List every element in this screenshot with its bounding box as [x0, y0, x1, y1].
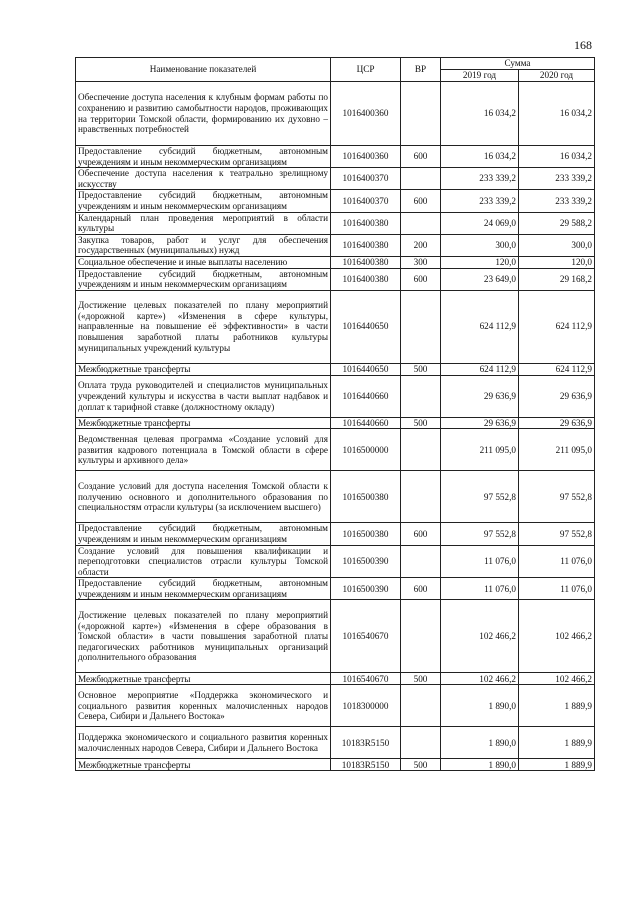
row-csr: 1016440650	[331, 363, 401, 375]
table-row	[76, 190, 595, 212]
header-2020: 2020 год	[519, 70, 595, 82]
row-csr: 1016400380	[331, 234, 401, 256]
header-vr: ВР	[401, 58, 441, 82]
header-csr: ЦСР	[331, 58, 401, 82]
row-value-2020: 300,0	[519, 234, 595, 256]
row-csr: 1016540670	[331, 600, 401, 673]
header-name: Наименование показателей	[76, 58, 331, 82]
row-csr: 1016440650	[331, 290, 401, 363]
row-value-2019: 29 636,9	[441, 417, 519, 429]
row-csr: 1016400360	[331, 82, 401, 146]
row-vr	[401, 429, 441, 471]
row-vr: 200	[401, 234, 441, 256]
row-vr	[401, 545, 441, 578]
header-sum: Сумма	[441, 58, 595, 70]
row-name: Предоставление субсидий бюджетным, автономным учреждениям и иным некоммерческим организациям	[76, 523, 331, 545]
row-vr: 500	[401, 363, 441, 375]
row-value-2019: 211 095,0	[441, 429, 519, 471]
row-vr: 600	[401, 146, 441, 168]
row-value-2020: 11 076,0	[519, 545, 595, 578]
row-vr	[401, 600, 441, 673]
row-vr	[401, 168, 441, 190]
table-row	[76, 375, 595, 417]
table-row	[76, 256, 595, 268]
row-vr	[401, 685, 441, 727]
row-csr: 1016400370	[331, 190, 401, 212]
row-name: Межбюджетные трансферты	[76, 759, 331, 771]
table-row	[76, 727, 595, 759]
row-name: Предоставление субсидий бюджетным, автономным учреждениям и иным некоммерческим организациям	[76, 268, 331, 290]
row-value-2019: 624 112,9	[441, 363, 519, 375]
row-value-2019: 97 552,8	[441, 523, 519, 545]
row-vr: 300	[401, 256, 441, 268]
row-value-2019: 1 890,0	[441, 685, 519, 727]
row-csr: 1016400380	[331, 256, 401, 268]
row-value-2019: 1 890,0	[441, 759, 519, 771]
table-row	[76, 600, 595, 673]
table-row	[76, 168, 595, 190]
row-name: Предоставление субсидий бюджетным, автономным учреждениям и иным некоммерческим организациям	[76, 146, 331, 168]
row-value-2019: 624 112,9	[441, 290, 519, 363]
row-value-2019: 97 552,8	[441, 471, 519, 523]
row-value-2020: 1 889,9	[519, 759, 595, 771]
row-value-2020: 29 168,2	[519, 268, 595, 290]
table-row	[76, 578, 595, 600]
row-csr: 1016440660	[331, 417, 401, 429]
row-vr	[401, 82, 441, 146]
page-number: 168	[574, 38, 592, 52]
row-name: Предоставление субсидий бюджетным, автономным учреждениям и иным некоммерческим организациям	[76, 190, 331, 212]
row-name: Создание условий для повышения квалификации и переподготовки специалистов отрасли культуры Томской области	[76, 545, 331, 578]
row-value-2020: 16 034,2	[519, 146, 595, 168]
table-row	[76, 234, 595, 256]
row-value-2019: 11 076,0	[441, 545, 519, 578]
row-name: Поддержка экономического и социального развития коренных малочисленных народов Севера, Сибири и Дальнего Востока	[76, 727, 331, 759]
row-value-2020: 233 339,2	[519, 168, 595, 190]
table-row	[76, 685, 595, 727]
row-value-2019: 233 339,2	[441, 168, 519, 190]
row-vr: 600	[401, 578, 441, 600]
row-value-2020: 1 889,9	[519, 727, 595, 759]
row-vr: 600	[401, 190, 441, 212]
row-value-2020: 102 466,2	[519, 600, 595, 673]
table-row	[76, 673, 595, 685]
row-value-2019: 29 636,9	[441, 375, 519, 417]
row-csr: 10183R5150	[331, 727, 401, 759]
table-row	[76, 290, 595, 363]
row-value-2020: 1 889,9	[519, 685, 595, 727]
row-csr: 1018300000	[331, 685, 401, 727]
row-name: Закупка товаров, работ и услуг для обеспечения государственных (муниципальных) нужд	[76, 234, 331, 256]
row-value-2019: 102 466,2	[441, 600, 519, 673]
row-csr: 1016500390	[331, 545, 401, 578]
row-vr	[401, 212, 441, 234]
row-value-2020: 97 552,8	[519, 523, 595, 545]
row-vr: 600	[401, 268, 441, 290]
row-name: Обеспечение доступа населения к театрально зрелищному искусству	[76, 168, 331, 190]
row-csr: 1016400360	[331, 146, 401, 168]
table-row	[76, 523, 595, 545]
row-value-2019: 233 339,2	[441, 190, 519, 212]
row-value-2019: 23 649,0	[441, 268, 519, 290]
row-value-2020: 120,0	[519, 256, 595, 268]
row-vr: 500	[401, 759, 441, 771]
row-vr	[401, 727, 441, 759]
row-value-2020: 233 339,2	[519, 190, 595, 212]
row-csr: 1016400380	[331, 212, 401, 234]
table-row	[76, 417, 595, 429]
row-value-2019: 120,0	[441, 256, 519, 268]
row-vr	[401, 471, 441, 523]
row-name: Календарный план проведения мероприятий в области культуры	[76, 212, 331, 234]
row-value-2020: 624 112,9	[519, 363, 595, 375]
row-value-2020: 29 636,9	[519, 375, 595, 417]
table-row	[76, 471, 595, 523]
row-name: Обеспечение доступа населения к клубным формам работы по сохранению и развитию самобытности народов, проживающих на территории Томской области, формированию их духовно – нравственных потребностей	[76, 82, 331, 146]
row-name: Социальное обеспечение и иные выплаты населению	[76, 256, 331, 268]
row-name: Межбюджетные трансферты	[76, 363, 331, 375]
row-value-2019: 16 034,2	[441, 82, 519, 146]
row-vr	[401, 290, 441, 363]
row-value-2020: 29 588,2	[519, 212, 595, 234]
row-value-2020: 97 552,8	[519, 471, 595, 523]
row-value-2019: 16 034,2	[441, 146, 519, 168]
table-row	[76, 429, 595, 471]
table-row	[76, 212, 595, 234]
table-row	[76, 82, 595, 146]
row-value-2019: 11 076,0	[441, 578, 519, 600]
row-csr: 1016500380	[331, 523, 401, 545]
row-value-2020: 211 095,0	[519, 429, 595, 471]
row-csr: 1016500000	[331, 429, 401, 471]
row-vr: 600	[401, 523, 441, 545]
row-value-2020: 16 034,2	[519, 82, 595, 146]
row-name: Предоставление субсидий бюджетным, автономным учреждениям и иным некоммерческим организациям	[76, 578, 331, 600]
row-vr	[401, 375, 441, 417]
row-vr: 500	[401, 673, 441, 685]
row-csr: 1016400370	[331, 168, 401, 190]
row-name: Ведомственная целевая программа «Создание условий для развития кадрового потенциала в Томской области в сфере культуры и архивного дела»	[76, 429, 331, 471]
row-csr: 1016500380	[331, 471, 401, 523]
budget-table	[75, 57, 595, 771]
table-row	[76, 363, 595, 375]
table-row	[76, 146, 595, 168]
row-name: Создание условий для доступа населения Томской области к получению основного и дополнительного образования по специальностям отрасли культуры (за исключением высшего)	[76, 471, 331, 523]
row-name: Межбюджетные трансферты	[76, 417, 331, 429]
row-csr: 1016440660	[331, 375, 401, 417]
row-name: Оплата труда руководителей и специалистов муниципальных учреждений культуры и искусства в части выплат надбавок и доплат к тарифной ставке (должностному окладу)	[76, 375, 331, 417]
row-value-2020: 29 636,9	[519, 417, 595, 429]
row-value-2020: 11 076,0	[519, 578, 595, 600]
row-value-2019: 1 890,0	[441, 727, 519, 759]
row-csr: 10183R5150	[331, 759, 401, 771]
row-name: Межбюджетные трансферты	[76, 673, 331, 685]
row-name: Достижение целевых показателей по плану мероприятий («дорожной карте») «Изменения в сфере образования в Томской области» в части повышения заработной платы педагогических работников муниципальных организаций дополнительного образования	[76, 600, 331, 673]
table-row	[76, 759, 595, 771]
row-name: Достижение целевых показателей по плану мероприятий («дорожной карте») «Изменения в сфере культуры, направленные на повышение её эффективности» в части повышения заработной платы работников культуры муниципальных учреждений культуры	[76, 290, 331, 363]
header-2019: 2019 год	[441, 70, 519, 82]
row-value-2019: 24 069,0	[441, 212, 519, 234]
row-value-2019: 102 466,2	[441, 673, 519, 685]
row-value-2019: 300,0	[441, 234, 519, 256]
row-csr: 1016540670	[331, 673, 401, 685]
row-name: Основное мероприятие «Поддержка экономического и социального развития коренных малочисленных народов Севера, Сибири и Дальнего Востока»	[76, 685, 331, 727]
row-value-2020: 102 466,2	[519, 673, 595, 685]
table-row	[76, 268, 595, 290]
row-csr: 1016500390	[331, 578, 401, 600]
table-row	[76, 545, 595, 578]
row-csr: 1016400380	[331, 268, 401, 290]
row-value-2020: 624 112,9	[519, 290, 595, 363]
row-vr: 500	[401, 417, 441, 429]
